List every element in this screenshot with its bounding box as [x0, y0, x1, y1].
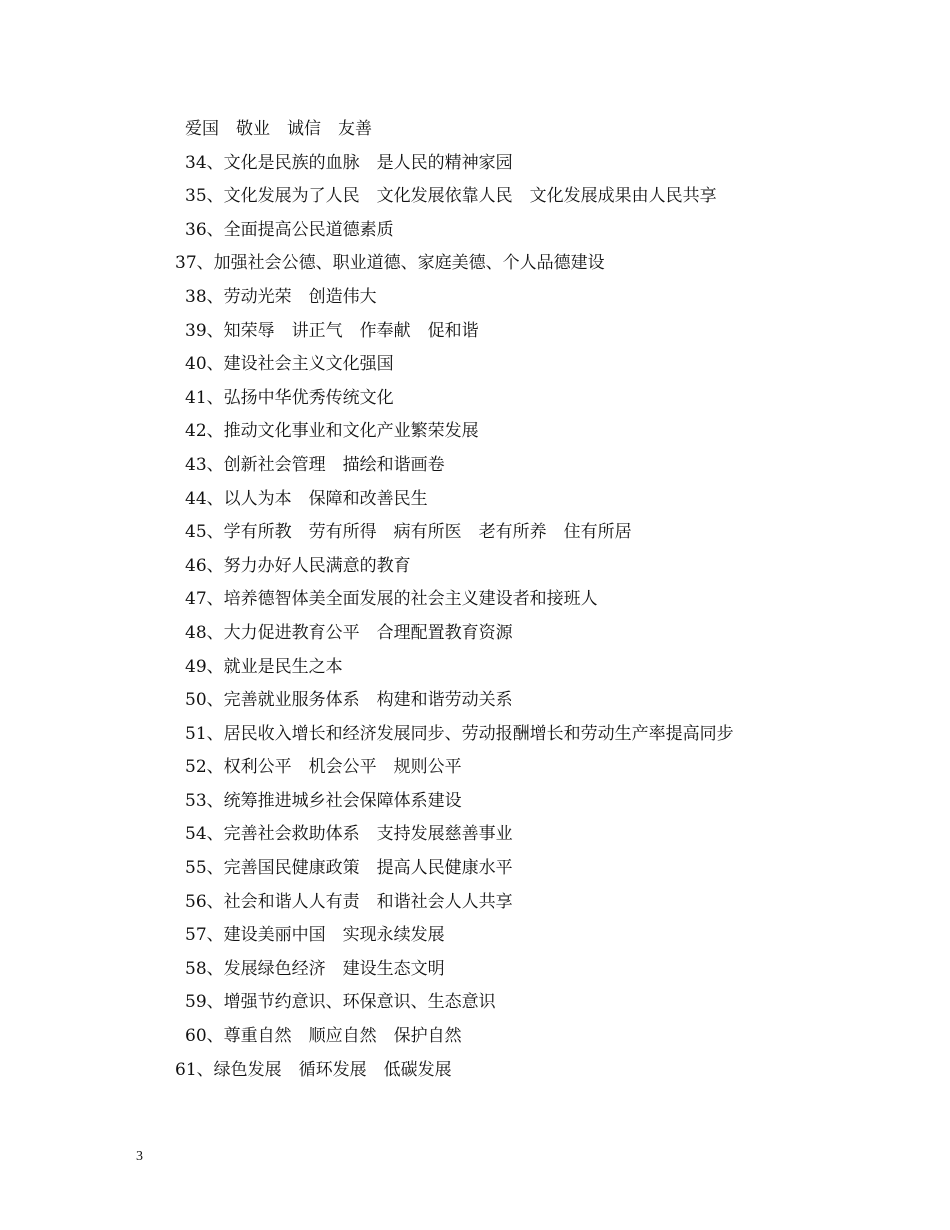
slogan-line: 43、创新社会管理 描绘和谐画卷: [185, 454, 445, 475]
slogan-line: 59、增强节约意识、环保意识、生态意识: [185, 992, 496, 1013]
slogan-line: 37、加强社会公德、职业道德、家庭美德、个人品德建设: [175, 253, 605, 274]
slogan-line: 51、居民收入增长和经济发展同步、劳动报酬增长和劳动生产率提高同步: [185, 723, 734, 744]
slogan-line: 49、就业是民生之本: [185, 656, 343, 677]
slogan-line: 56、社会和谐人人有责 和谐社会人人共享: [185, 891, 513, 912]
slogan-line: 35、文化发展为了人民 文化发展依靠人民 文化发展成果由人民共享: [185, 186, 717, 207]
slogan-line: 44、以人为本 保障和改善民生: [185, 488, 428, 509]
slogan-line: 52、权利公平 机会公平 规则公平: [185, 757, 462, 778]
slogan-line: 53、统筹推进城乡社会保障体系建设: [185, 790, 462, 811]
slogan-line: 34、文化是民族的血脉 是人民的精神家园: [185, 152, 513, 173]
slogan-line: 54、完善社会救助体系 支持发展慈善事业: [185, 824, 513, 845]
slogan-line: 58、发展绿色经济 建设生态文明: [185, 958, 445, 979]
page-number: 3: [136, 1149, 143, 1164]
slogan-line: 47、培养德智体美全面发展的社会主义建设者和接班人: [185, 589, 598, 610]
slogan-line: 61、绿色发展 循环发展 低碳发展: [175, 1059, 452, 1080]
slogan-line: 46、努力办好人民满意的教育: [185, 555, 411, 576]
slogan-line: 60、尊重自然 顺应自然 保护自然: [185, 1026, 462, 1047]
slogan-line: 55、完善国民健康政策 提高人民健康水平: [185, 858, 513, 879]
slogan-line: 42、推动文化事业和文化产业繁荣发展: [185, 421, 479, 442]
slogan-line: 57、建设美丽中国 实现永续发展: [185, 925, 445, 946]
slogan-line: 38、劳动光荣 创造伟大: [185, 286, 377, 307]
slogan-line: 40、建设社会主义文化强国: [185, 354, 394, 375]
slogan-line: 爱国 敬业 诚信 友善: [185, 119, 372, 139]
slogan-line: 41、弘扬中华优秀传统文化: [185, 387, 394, 408]
slogan-line: 50、完善就业服务体系 构建和谐劳动关系: [185, 690, 513, 711]
slogan-line: 39、知荣辱 讲正气 作奉献 促和谐: [185, 320, 479, 341]
slogan-line: 45、学有所教 劳有所得 病有所医 老有所养 住有所居: [185, 522, 632, 543]
slogan-line: 48、大力促进教育公平 合理配置教育资源: [185, 622, 513, 643]
slogan-list: [0, 113, 950, 1087]
slogan-line: 36、全面提高公民道德素质: [185, 219, 394, 240]
